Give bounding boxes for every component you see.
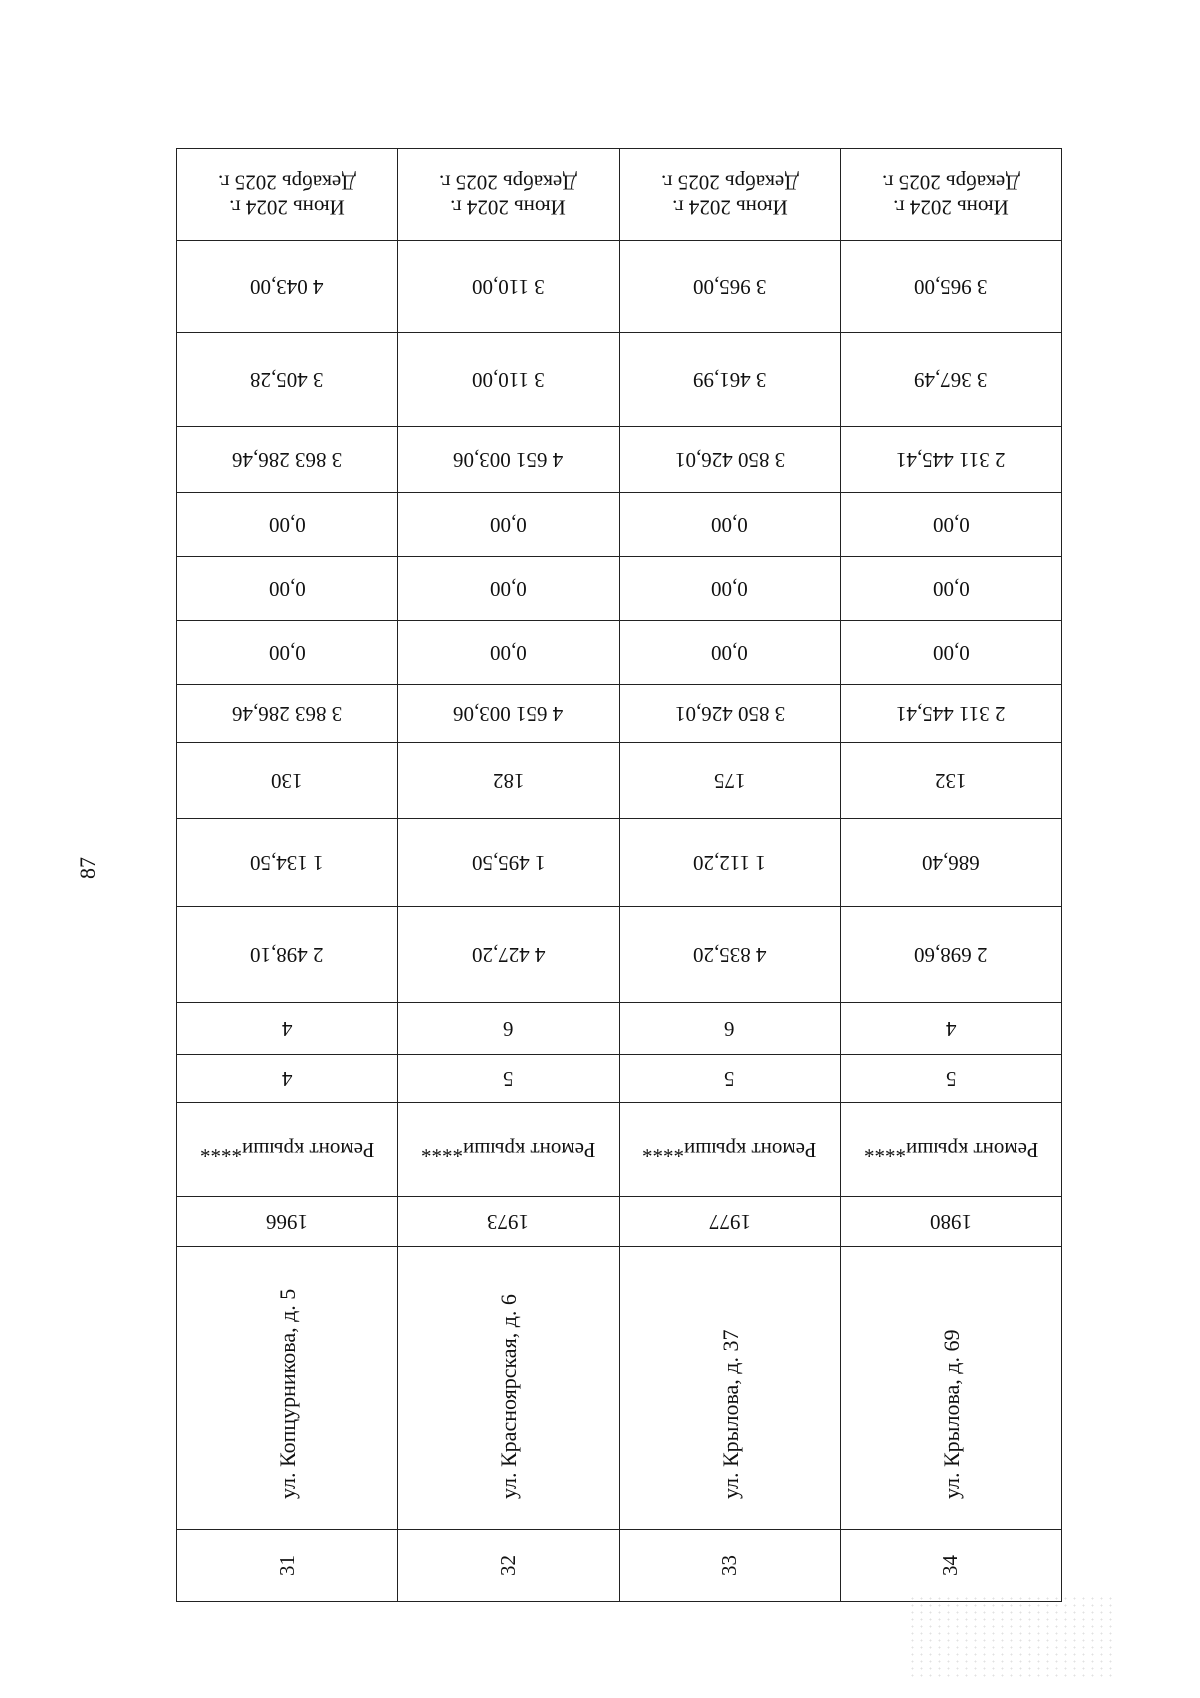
funds-municipal-cell bbox=[619, 557, 840, 621]
table-band-c6 bbox=[177, 1003, 1062, 1055]
funds-owners-cell bbox=[619, 685, 840, 743]
work-type-cell bbox=[177, 1103, 398, 1197]
total-area-cell bbox=[619, 907, 840, 1003]
table-body bbox=[177, 149, 1062, 1602]
funds-regional-cell bbox=[619, 621, 840, 685]
cost-per-sqm-limit-text: 4 043,00 bbox=[250, 275, 324, 300]
funds-municipal-text: 0,00 bbox=[932, 577, 970, 602]
cost-per-sqm-text: 3 461,99 bbox=[692, 368, 767, 393]
build-year-cell bbox=[177, 1197, 398, 1247]
residents-count-cell bbox=[840, 743, 1061, 819]
row-number-text: 31 bbox=[274, 1555, 299, 1576]
cost-per-sqm-limit-cell bbox=[619, 241, 840, 333]
table-band-c11 bbox=[177, 621, 1062, 685]
period-end: Декабрь 2025 г. bbox=[439, 170, 578, 195]
funds-municipal-text: 0,00 bbox=[490, 577, 527, 602]
funds-other-text: 0,00 bbox=[268, 513, 306, 538]
total-cost-cell bbox=[398, 427, 619, 493]
funds-other-text: 0,00 bbox=[490, 513, 527, 538]
table-band-num bbox=[177, 1530, 1062, 1602]
residents-count-cell bbox=[619, 743, 840, 819]
residents-count-text: 175 bbox=[713, 769, 746, 794]
floors-cell bbox=[398, 1055, 619, 1103]
cost-per-sqm-text: 3 367,49 bbox=[914, 368, 988, 393]
funds-regional-text: 0,00 bbox=[268, 641, 306, 666]
entrances-text: 6 bbox=[724, 1017, 735, 1042]
row-number-cell bbox=[398, 1530, 619, 1602]
repair-area-cell bbox=[840, 819, 1061, 907]
total-area-text: 2 698,60 bbox=[914, 943, 988, 968]
table-band-c12 bbox=[177, 557, 1062, 621]
funds-other-cell bbox=[840, 493, 1061, 557]
work-type-text: Ремонт крыши**** bbox=[642, 1138, 817, 1163]
floors-cell bbox=[619, 1055, 840, 1103]
work-type-cell bbox=[398, 1103, 619, 1197]
table-band-c7 bbox=[177, 907, 1062, 1003]
address-text: ул. Крылова, д. 69 bbox=[938, 1329, 964, 1499]
table-band-address bbox=[177, 1247, 1062, 1530]
funds-other-cell bbox=[177, 493, 398, 557]
period-text bbox=[882, 169, 1020, 219]
entrances-cell bbox=[840, 1003, 1061, 1055]
work-type-text: Ремонт крыши**** bbox=[421, 1138, 596, 1163]
cost-per-sqm-cell bbox=[840, 333, 1061, 427]
address-text: ул. Копцурникова, д. 5 bbox=[275, 1288, 301, 1499]
period-cell bbox=[177, 149, 398, 241]
row-number-text: 32 bbox=[495, 1555, 520, 1576]
funds-regional-cell bbox=[840, 621, 1061, 685]
repair-area-text: 686,40 bbox=[922, 851, 980, 876]
entrances-cell bbox=[619, 1003, 840, 1055]
funds-municipal-text: 0,00 bbox=[268, 577, 306, 602]
table-band-c15 bbox=[177, 333, 1062, 427]
total-cost-cell bbox=[840, 427, 1061, 493]
build-year-text: 1966 bbox=[266, 1210, 309, 1235]
floors-text: 5 bbox=[503, 1067, 514, 1092]
address-cell bbox=[840, 1247, 1061, 1530]
cost-per-sqm-limit-cell bbox=[177, 241, 398, 333]
funds-other-cell bbox=[619, 493, 840, 557]
cost-per-sqm-limit-text: 3 965,00 bbox=[914, 275, 988, 300]
funds-owners-text: 4 651 003,06 bbox=[453, 702, 564, 727]
build-year-text: 1973 bbox=[487, 1210, 530, 1235]
work-type-text: Ремонт крыши**** bbox=[863, 1138, 1039, 1163]
cost-per-sqm-cell bbox=[177, 333, 398, 427]
total-cost-text: 3 850 426,01 bbox=[674, 448, 785, 473]
total-cost-text: 2 311 445,41 bbox=[896, 448, 1006, 473]
funds-owners-cell bbox=[840, 685, 1061, 743]
capital-repair-table bbox=[176, 148, 1062, 1602]
floors-text: 4 bbox=[281, 1067, 293, 1092]
table-band-c10 bbox=[177, 685, 1062, 743]
funds-municipal-cell bbox=[398, 557, 619, 621]
period-start: Июнь 2024 г. bbox=[893, 195, 1009, 220]
repair-area-text: 1 134,50 bbox=[250, 851, 324, 876]
address-text: ул. Крылова, д. 37 bbox=[717, 1329, 743, 1499]
period-end: Декабрь 2025 г. bbox=[660, 170, 799, 195]
total-area-text: 2 498,10 bbox=[250, 943, 324, 968]
total-cost-cell bbox=[619, 427, 840, 493]
funds-regional-cell bbox=[398, 621, 619, 685]
work-type-text: Ремонт крыши**** bbox=[199, 1138, 375, 1163]
address-cell bbox=[619, 1247, 840, 1530]
cost-per-sqm-limit-text: 3 110,00 bbox=[472, 275, 545, 300]
table-band-c5 bbox=[177, 1055, 1062, 1103]
funds-owners-cell bbox=[398, 685, 619, 743]
total-area-cell bbox=[398, 907, 619, 1003]
funds-municipal-cell bbox=[177, 557, 398, 621]
floors-cell bbox=[177, 1055, 398, 1103]
row-number-cell bbox=[177, 1530, 398, 1602]
funds-other-text: 0,00 bbox=[711, 513, 748, 538]
funds-other-text: 0,00 bbox=[932, 513, 970, 538]
repair-area-cell bbox=[398, 819, 619, 907]
funds-owners-cell bbox=[177, 685, 398, 743]
funds-regional-cell bbox=[177, 621, 398, 685]
total-cost-text: 3 863 286,46 bbox=[232, 448, 343, 473]
total-area-text: 4 835,20 bbox=[692, 943, 767, 968]
table-band-c9 bbox=[177, 743, 1062, 819]
period-end: Декабрь 2025 г. bbox=[218, 170, 357, 195]
entrances-cell bbox=[398, 1003, 619, 1055]
build-year-cell bbox=[619, 1197, 840, 1247]
floors-text: 5 bbox=[945, 1067, 957, 1092]
period-start: Июнь 2024 г. bbox=[229, 195, 345, 220]
repair-area-cell bbox=[619, 819, 840, 907]
period-start: Июнь 2024 г. bbox=[671, 195, 788, 220]
cost-per-sqm-limit-text: 3 965,00 bbox=[692, 275, 767, 300]
entrances-text: 4 bbox=[945, 1017, 957, 1042]
total-cost-text: 4 651 003,06 bbox=[453, 448, 564, 473]
work-type-cell bbox=[619, 1103, 840, 1197]
total-area-cell bbox=[177, 907, 398, 1003]
entrances-cell bbox=[177, 1003, 398, 1055]
residents-count-cell bbox=[177, 743, 398, 819]
build-year-cell bbox=[398, 1197, 619, 1247]
floors-text: 5 bbox=[724, 1067, 735, 1092]
row-number-text: 33 bbox=[717, 1555, 742, 1576]
total-cost-cell bbox=[177, 427, 398, 493]
period-cell bbox=[398, 149, 619, 241]
entrances-text: 6 bbox=[503, 1017, 514, 1042]
table-band-c13 bbox=[177, 493, 1062, 557]
period-text bbox=[661, 169, 799, 219]
page-number: 87 bbox=[75, 857, 100, 879]
cost-per-sqm-cell bbox=[398, 333, 619, 427]
table-band-period bbox=[177, 149, 1062, 241]
total-area-cell bbox=[840, 907, 1061, 1003]
repair-area-cell bbox=[177, 819, 398, 907]
floors-cell bbox=[840, 1055, 1061, 1103]
residents-count-cell bbox=[398, 743, 619, 819]
funds-municipal-cell bbox=[840, 557, 1061, 621]
residents-count-text: 132 bbox=[935, 769, 967, 794]
cost-per-sqm-limit-cell bbox=[840, 241, 1061, 333]
period-cell bbox=[840, 149, 1061, 241]
repair-area-text: 1 495,50 bbox=[471, 851, 546, 876]
total-area-text: 4 427,20 bbox=[471, 943, 546, 968]
funds-regional-text: 0,00 bbox=[711, 641, 748, 666]
funds-owners-text: 3 850 426,01 bbox=[674, 702, 785, 727]
work-type-cell bbox=[840, 1103, 1061, 1197]
period-text bbox=[218, 169, 356, 219]
residents-count-text: 130 bbox=[271, 769, 303, 794]
address-cell bbox=[398, 1247, 619, 1530]
table-band-c14 bbox=[177, 427, 1062, 493]
repair-area-text: 1 112,20 bbox=[693, 851, 766, 876]
funds-regional-text: 0,00 bbox=[490, 641, 527, 666]
build-year-text: 1980 bbox=[929, 1210, 972, 1235]
cost-per-sqm-limit-cell bbox=[398, 241, 619, 333]
address-text: ул. Красноярская, д. 6 bbox=[496, 1294, 522, 1499]
funds-owners-text: 3 863 286,46 bbox=[232, 702, 343, 727]
funds-other-cell bbox=[398, 493, 619, 557]
table-band-year bbox=[177, 1197, 1062, 1247]
funds-municipal-text: 0,00 bbox=[711, 577, 748, 602]
table-band-work bbox=[177, 1103, 1062, 1197]
row-number-cell bbox=[840, 1530, 1061, 1602]
period-end: Декабрь 2025 г. bbox=[881, 170, 1020, 195]
cost-per-sqm-text: 3 110,00 bbox=[472, 368, 545, 393]
row-number-text: 34 bbox=[938, 1555, 963, 1576]
build-year-cell bbox=[840, 1197, 1061, 1247]
row-number-cell bbox=[619, 1530, 840, 1602]
cost-per-sqm-text: 3 405,28 bbox=[250, 368, 324, 393]
period-start: Июнь 2024 г. bbox=[450, 195, 567, 220]
entrances-text: 4 bbox=[281, 1017, 293, 1042]
period-text bbox=[439, 169, 577, 219]
address-cell bbox=[177, 1247, 398, 1530]
period-cell bbox=[619, 149, 840, 241]
build-year-text: 1977 bbox=[708, 1210, 751, 1235]
funds-owners-text: 2 311 445,41 bbox=[896, 702, 1006, 727]
cost-per-sqm-cell bbox=[619, 333, 840, 427]
faint-stamp-mark bbox=[908, 1595, 1118, 1680]
table-band-c8 bbox=[177, 819, 1062, 907]
residents-count-text: 182 bbox=[492, 769, 525, 794]
table-band-c16 bbox=[177, 241, 1062, 333]
funds-regional-text: 0,00 bbox=[932, 641, 970, 666]
